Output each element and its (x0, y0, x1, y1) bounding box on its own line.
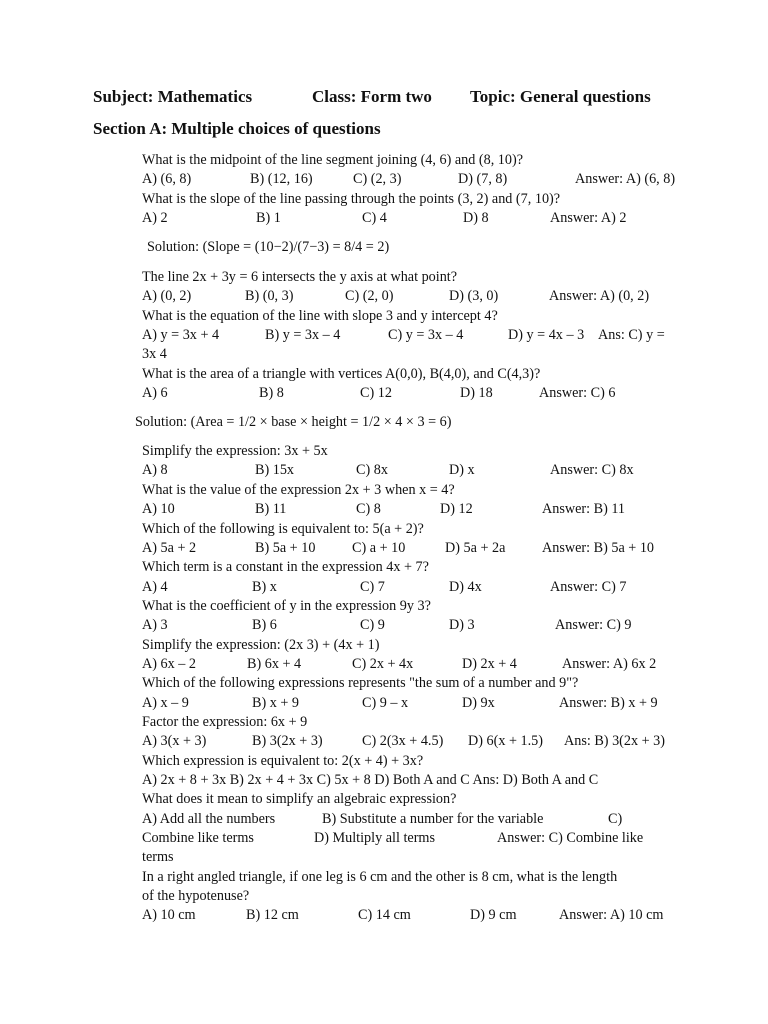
option-d: D) (3, 0) (449, 288, 499, 304)
option-b: B) x (252, 579, 277, 595)
answer-key: C) (608, 811, 623, 827)
option-b: B) 11 (255, 501, 287, 517)
question-text: Factor the expression: 6x + 9 (142, 714, 308, 730)
option-c: C) 12 (360, 385, 392, 401)
option-c: C) y = 3x – 4 (388, 327, 464, 343)
option-d: D) 5a + 2a (445, 540, 506, 556)
question-text: What is the area of a triangle with vertices A(0,0), B(4,0), and C(4,3)? (142, 366, 541, 382)
option-b: B) 5a + 10 (255, 540, 316, 556)
option-b: B) (0, 3) (245, 288, 294, 304)
question-text: What is the value of the expression 2x + 3 when x = 4? (142, 482, 455, 498)
option-b: D) Multiply all terms (314, 830, 435, 846)
answer-key: Answer: C) 7 (550, 579, 627, 595)
option-a: A) 10 (142, 501, 175, 517)
answer-key: Ans: C) y = (598, 327, 665, 343)
option-c: C) 2(3x + 4.5) (362, 733, 444, 749)
option-d: D) 18 (460, 385, 493, 401)
option-b: B) 1 (256, 210, 281, 226)
answer-key: Answer: C) 9 (555, 617, 632, 633)
option-c: C) 2x + 4x (352, 656, 414, 672)
question-text: In a right angled triangle, if one leg is 6 cm and the other is 8 cm, what is the length (142, 869, 618, 885)
option-b: B) (12, 16) (250, 171, 313, 187)
option-b: B) 6 (252, 617, 277, 633)
answer-key: Answer: A) 10 cm (559, 907, 664, 923)
question-text: 3x 4 (142, 346, 167, 362)
option-c: C) a + 10 (352, 540, 406, 556)
question-text: A) 2x + 8 + 3x B) 2x + 4 + 3x C) 5x + 8 D) Both A and C Ans: D) Both A and C (142, 772, 599, 788)
question-text: Which term is a constant in the expression 4x + 7? (142, 559, 429, 575)
option-c: C) 9 (360, 617, 385, 633)
solution-line: Solution: (Slope = (10−2)/(7−3) = 8/4 = 2) (147, 239, 390, 255)
answer-key: Answer: A) 2 (550, 210, 627, 226)
option-c: C) 9 – x (362, 695, 409, 711)
option-b: B) 15x (255, 462, 295, 478)
option-c: C) 4 (362, 210, 387, 226)
question-text: Which expression is equivalent to: 2(x + 4) + 3x? (142, 753, 424, 769)
section-title: Section A: Multiple choices of questions (93, 119, 381, 138)
question-text: Simplify the expression: (2x 3) + (4x + 1) (142, 637, 380, 653)
question-text: What is the midpoint of the line segment joining (4, 6) and (8, 10)? (142, 152, 524, 168)
option-c: C) 14 cm (358, 907, 411, 923)
answer-key: Answer: B) 5a + 10 (542, 540, 655, 556)
question-text: What does it mean to simplify an algebraic expression? (142, 791, 457, 807)
answer-key: Ans: B) 3(2x + 3) (564, 733, 666, 749)
option-b: B) x + 9 (252, 695, 300, 711)
option-c: C) 7 (360, 579, 385, 595)
question-text: of the hypotenuse? (142, 888, 250, 904)
option-d: D) 8 (463, 210, 489, 226)
answer-key: Answer: A) (6, 8) (575, 171, 676, 187)
question-text: What is the equation of the line with slope 3 and y intercept 4? (142, 308, 498, 324)
option-d: D) 9x (462, 695, 495, 711)
solution-line: Solution: (Area = 1/2 × base × height = 1/2 × 4 × 3 = 6) (135, 414, 452, 430)
option-d: D) 3 (449, 617, 475, 633)
question-text: Which of the following is equivalent to: 5(a + 2)? (142, 521, 424, 537)
option-d: D) x (449, 462, 475, 478)
option-a: A) y = 3x + 4 (142, 327, 220, 343)
class-label: Class: Form two (312, 87, 432, 106)
option-a: A) 10 cm (142, 907, 196, 923)
answer-key: Answer: A) 6x 2 (562, 656, 657, 672)
option-d: D) 2x + 4 (462, 656, 517, 672)
option-b: B) 12 cm (246, 907, 299, 923)
option-d: D) 12 (440, 501, 473, 517)
option-d: D) 9 cm (470, 907, 517, 923)
option-d: D) 6(x + 1.5) (468, 733, 543, 749)
option-b: B) Substitute a number for the variable (322, 811, 544, 827)
option-c: C) (2, 3) (353, 171, 402, 187)
option-c: C) 8 (356, 501, 381, 517)
answer-key: Answer: C) Combine like (497, 830, 644, 846)
question-text: Simplify the expression: 3x + 5x (142, 443, 328, 459)
option-a: A) x – 9 (142, 695, 189, 711)
option-b: B) 8 (259, 385, 284, 401)
option-a: A) 5a + 2 (142, 540, 197, 556)
option-b: B) 6x + 4 (247, 656, 302, 672)
option-a: A) 8 (142, 462, 168, 478)
option-d: D) 4x (449, 579, 482, 595)
option-a: A) 2 (142, 210, 168, 226)
option-a: Combine like terms (142, 830, 254, 846)
option-b: B) 3(2x + 3) (252, 733, 323, 749)
answer-key: Answer: A) (0, 2) (549, 288, 650, 304)
option-a: A) 6 (142, 385, 168, 401)
topic-label: Topic: General questions (470, 87, 651, 106)
question-text: terms (142, 849, 174, 865)
answer-key: Answer: B) 11 (542, 501, 626, 517)
option-a: A) 6x – 2 (142, 656, 196, 672)
option-c: C) (2, 0) (345, 288, 394, 304)
question-text: Which of the following expressions represents "the sum of a number and 9"? (142, 675, 579, 691)
option-b: B) y = 3x – 4 (265, 327, 341, 343)
option-a: A) 4 (142, 579, 168, 595)
option-c: C) 8x (356, 462, 388, 478)
question-text: What is the slope of the line passing through the points (3, 2) and (7, 10)? (142, 191, 561, 207)
option-a: A) 3(x + 3) (142, 733, 207, 749)
answer-key: Answer: C) 8x (550, 462, 634, 478)
question-text: The line 2x + 3y = 6 intersects the y axis at what point? (142, 269, 458, 285)
question-text: What is the coefficient of y in the expression 9y 3? (142, 598, 431, 614)
answer-key: Answer: C) 6 (539, 385, 616, 401)
option-d: D) (7, 8) (458, 171, 508, 187)
answer-key: Answer: B) x + 9 (559, 695, 658, 711)
option-a: A) Add all the numbers (142, 811, 276, 827)
subject-label: Subject: Mathematics (93, 87, 253, 106)
option-a: A) (0, 2) (142, 288, 192, 304)
option-d: D) y = 4x – 3 (508, 327, 585, 343)
option-a: A) 3 (142, 617, 168, 633)
option-a: A) (6, 8) (142, 171, 192, 187)
